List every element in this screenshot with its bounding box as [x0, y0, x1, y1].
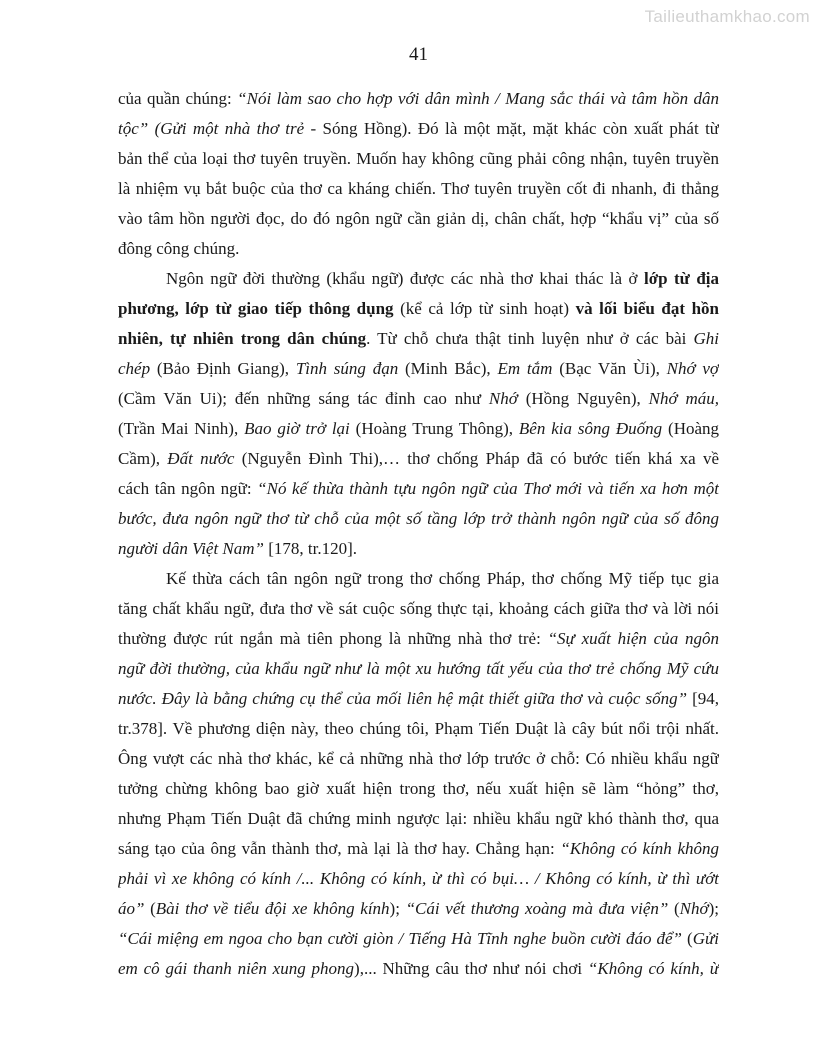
text-body: [118, 84, 719, 984]
text-line: [118, 144, 719, 174]
text-run: bản thể của loại thơ tuyên truyền. Muốn hay không cũng phải công nhận, tuyên truyền: [118, 149, 719, 168]
italic-text-run: “Nói làm sao cho hợp với dân mình / Mang sắc thái và tâm hồn dân: [237, 89, 719, 108]
text-line: [118, 624, 719, 654]
italic-text-run: “Không có kính không: [560, 839, 719, 858]
text-run: sáng tạo của ông vẫn thành thơ, mà lại là thơ hay. Chẳng hạn:: [118, 839, 561, 858]
text-run: (: [687, 929, 693, 948]
italic-text-run: tộc” (Gửi một nhà thơ trẻ: [118, 119, 305, 138]
text-line: [118, 354, 719, 384]
text-run: (Cầm Văn Ui); đến những sáng tác đỉnh cao như: [118, 389, 489, 408]
bold-text-run: và lối biểu đạt hồn: [575, 299, 719, 318]
italic-text-run: Bên kia sông Đuống: [518, 419, 663, 438]
text-line: [118, 534, 719, 564]
text-run: (Minh Bắc),: [398, 359, 498, 378]
text-line: [118, 834, 719, 864]
text-line: [118, 504, 719, 534]
text-run: đông công chúng.: [118, 239, 240, 258]
text-line: [118, 924, 719, 954]
italic-text-run: nước. Đây là bằng chứng cụ thể của mối liên hệ mật thiết giữa thơ và cuộc sống”: [118, 689, 693, 708]
italic-text-run: “Không có kính, ừ: [587, 959, 719, 978]
bold-text-run: nhiên, tự nhiên trong dân chúng: [118, 329, 367, 348]
italic-text-run: “Sự xuất hiện của ngôn: [547, 629, 719, 648]
text-run: vào tâm hồn người đọc, do đó ngôn ngữ cần giản dị, chân chất, hợp “khẩu vị” của số: [118, 209, 719, 228]
italic-text-run: chép: [118, 359, 151, 378]
text-run: [94,: [692, 689, 719, 708]
text-run: Cầm),: [118, 449, 168, 468]
text-run: tưởng chừng không bao giờ xuất hiện trong thơ, nếu xuất hiện sẽ làm “hỏng” thơ,: [118, 779, 719, 798]
text-run: (: [674, 899, 680, 918]
text-run: (Hoàng: [662, 419, 719, 438]
bold-text-run: phương, lớp từ giao tiếp thông dụng: [118, 299, 401, 318]
text-line: [118, 564, 719, 594]
italic-text-run: người dân Việt Nam”: [118, 539, 269, 558]
text-run: thường được rút ngắn mà tiên phong là những nhà thơ trẻ:: [118, 629, 548, 648]
text-line: [118, 744, 719, 774]
text-run: của quần chúng:: [118, 89, 238, 108]
text-run: (kể cả lớp từ sinh hoạt): [400, 299, 576, 318]
italic-text-run: Nhớ vợ: [666, 359, 719, 378]
italic-text-run: Nhớ máu,: [648, 389, 719, 408]
text-line: [118, 654, 719, 684]
text-line: [118, 474, 719, 504]
text-line: [118, 84, 719, 114]
italic-text-run: Gửi: [692, 929, 719, 948]
italic-text-run: Nhớ: [488, 389, 518, 408]
text-line: [118, 714, 719, 744]
italic-text-run: Ghi: [693, 329, 719, 348]
text-run: tr.378]. Về phương diện này, theo chúng tôi, Phạm Tiến Duật là cây bút nổi trội nhất.: [118, 719, 719, 738]
text-line: [118, 684, 719, 714]
text-run: Ông vượt các nhà thơ khác, kể cả những nhà thơ lớp trước ở chỗ: Có nhiều khẩu ngữ: [118, 749, 719, 768]
text-line: [118, 264, 719, 294]
text-line: [118, 384, 719, 414]
italic-text-run: bước, đưa ngôn ngữ thơ từ chỗ của một số tầng lớp trở thành ngôn ngữ của số đông: [118, 509, 719, 528]
text-line: [118, 444, 719, 474]
text-run: cách tân ngôn ngữ:: [118, 479, 258, 498]
text-run: );: [708, 899, 719, 918]
italic-text-run: “Nó kế thừa thành tựu ngôn ngữ của Thơ mới và tiến xa hơn một: [257, 479, 719, 498]
site-watermark: Tailieuthamkhao.com: [644, 7, 810, 26]
italic-text-run: Bài thơ về tiểu đội xe không kính: [155, 899, 390, 918]
text-run: . Từ chỗ chưa thật tinh luyện như ở các bài: [366, 329, 694, 348]
text-line: [118, 864, 719, 894]
text-run: nhưng Phạm Tiến Duật đã chứng minh ngược lại: nhiều khẩu ngữ khó thành thơ, qua: [118, 809, 719, 828]
text-run: (Hoàng Trung Thông),: [349, 419, 519, 438]
italic-text-run: “Cái miệng em ngoa cho bạn cười giòn / Tiếng Hà Tĩnh nghe buồn cười đáo để”: [118, 929, 688, 948]
text-line: [118, 414, 719, 444]
page-number: 41: [409, 44, 428, 65]
text-line: [118, 774, 719, 804]
text-run: (Trần Mai Ninh),: [118, 419, 245, 438]
text-run: (Bảo Định Giang),: [150, 359, 296, 378]
text-line: [118, 594, 719, 624]
text-line: [118, 204, 719, 234]
text-run: (Nguyễn Đình Thi),… thơ chống Pháp đã có bước tiến khá xa về: [234, 449, 719, 468]
text-run: Kế thừa cách tân ngôn ngữ trong thơ chống Pháp, thơ chống Mỹ tiếp tục gia: [166, 569, 719, 588]
text-run: (Bạc Văn Ùi),: [552, 359, 667, 378]
text-run: tăng chất khẩu ngữ, đưa thơ về sát cuộc sống thực tại, khoảng cách giữa thơ và lời nói: [118, 599, 719, 618]
text-line: [118, 294, 719, 324]
bold-text-run: lớp từ địa: [643, 269, 719, 288]
text-run: - Sóng Hồng). Đó là một mặt, mặt khác còn xuất phát từ: [304, 119, 719, 138]
text-run: Ngôn ngữ đời thường (khẩu ngữ) được các nhà thơ khai thác là ở: [166, 269, 644, 288]
text-run: (: [150, 899, 156, 918]
text-run: ),... Những câu thơ như nói chơi: [354, 959, 588, 978]
italic-text-run: Em tắm: [497, 359, 553, 378]
text-run: );: [389, 899, 406, 918]
text-line: [118, 804, 719, 834]
italic-text-run: áo”: [118, 899, 151, 918]
text-line: [118, 174, 719, 204]
italic-text-run: Nhớ: [679, 899, 709, 918]
text-line: [118, 894, 719, 924]
italic-text-run: phải vì xe không có kính /... Không có kính, ừ thì có bụi… / Không có kính, ừ thì ướt: [118, 869, 719, 888]
text-line: [118, 234, 719, 264]
italic-text-run: em cô gái thanh niên xung phong: [118, 959, 355, 978]
italic-text-run: Đất nước: [167, 449, 235, 468]
text-line: [118, 324, 719, 354]
text-run: [178, tr.120].: [268, 539, 358, 558]
italic-text-run: Bao giờ trở lại: [244, 419, 350, 438]
italic-text-run: ngữ đời thường, của khẩu ngữ như là một xu hướng tất yếu của thơ trẻ chống Mỹ cứu: [118, 659, 719, 678]
text-line: [118, 954, 719, 984]
text-run: (Hồng Nguyên),: [517, 389, 649, 408]
text-line: [118, 114, 719, 144]
text-run: là nhiệm vụ bắt buộc của thơ ca kháng chiến. Thơ tuyên truyền cốt đi nhanh, đi thẳng: [118, 179, 719, 198]
italic-text-run: “Cái vết thương xoàng mà đưa viện”: [405, 899, 674, 918]
italic-text-run: Tình súng đạn: [295, 359, 399, 378]
